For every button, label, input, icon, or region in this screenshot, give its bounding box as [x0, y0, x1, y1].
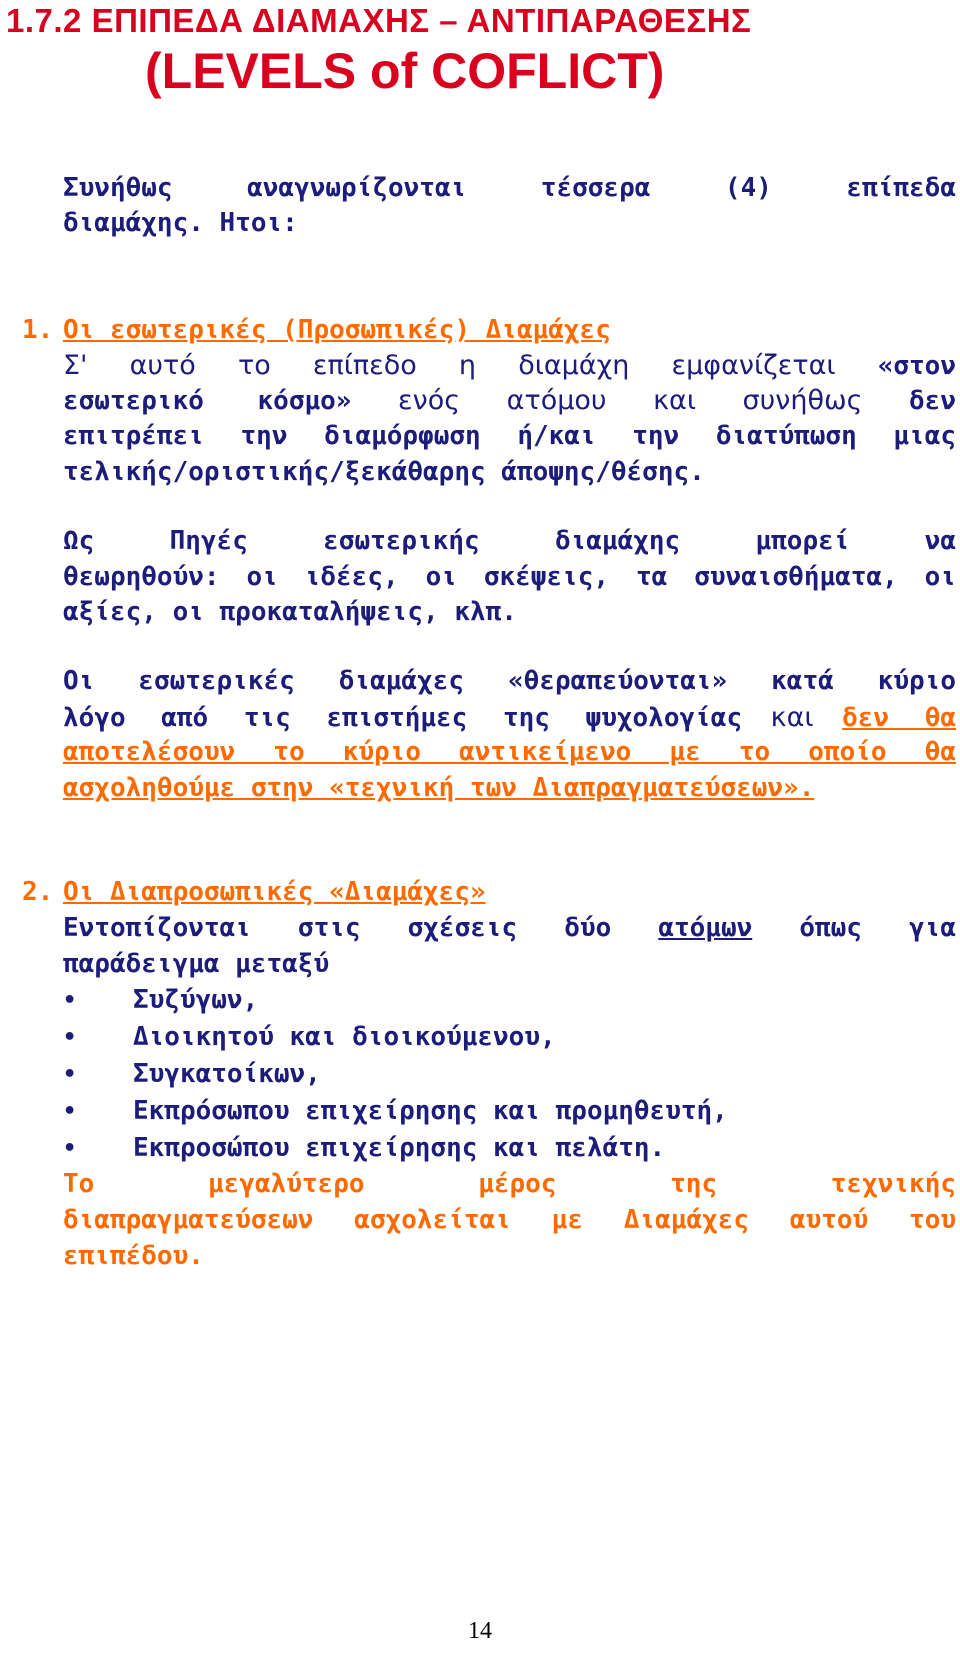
list-item	[63, 1019, 956, 1056]
list-item-text: Συζύγων,	[133, 985, 259, 1015]
section1-p3-line1: Οι εσωτερικές διαμάχες «θεραπεύονται» κατά κύριο	[63, 666, 956, 696]
bullet-icon: •	[63, 1136, 77, 1161]
section2-p1-line2: παράδειγμα μεταξύ	[63, 949, 330, 979]
section1-p3-line2-bold: λόγο από τις επιστήμες της ψυχολογίας	[63, 703, 743, 733]
list-item-text: Εκπροσώπου επιχείρησης και πελάτη.	[133, 1133, 666, 1163]
section1-p3-line4: ασχοληθούμε στην «τεχνική των Διαπραγματεύσεων».	[63, 773, 815, 803]
section2-p1-line1-text: Εντοπίζονται στις σχέσεις δύο	[63, 913, 659, 943]
section1-p1-line2-bold: εσωτερικό κόσμο»	[63, 386, 352, 416]
bullet-icon: •	[63, 1062, 77, 1087]
section1-p1-line1-text: Σ' αυτό το επίπεδο η διαμάχη εμφανίζεται	[63, 350, 878, 381]
section1-p2-line1: Ως Πηγές εσωτερικής διαμάχης μπορεί να	[63, 526, 956, 556]
page-number: 14	[468, 1618, 492, 1644]
section2-number: 2.	[22, 877, 54, 907]
section2-p2-line1: Το μεγαλύτερο μέρος της τεχνικής	[63, 1169, 956, 1199]
bullet-icon: •	[63, 1099, 77, 1124]
section1-p3-line2	[63, 699, 956, 737]
section-subheading: (LEVELS of COFLICT)	[145, 43, 665, 99]
list-item	[63, 1093, 956, 1130]
section2-p2-line2: διαπραγματεύσεων ασχολείται με Διαμάχες αυτού του	[63, 1205, 956, 1235]
intro-line-2: διαμάχης. Ητοι:	[63, 208, 298, 238]
list-item	[63, 1130, 956, 1167]
section1-number: 1.	[22, 315, 54, 345]
section1-p1-line2-bold-end: δεν	[909, 386, 956, 416]
intro-line-1: Συνήθως αναγνωρίζονται τέσσερα (4) επίπεδα	[63, 173, 956, 203]
section2-p1-line1-end: όπως για	[752, 913, 956, 943]
section1-p1-line1-bold: «στον	[877, 351, 956, 381]
list-item-text: Συγκατοίκων,	[133, 1059, 321, 1089]
section2-p1-line1	[63, 910, 956, 947]
list-item-text: Διοικητού και διοικούμενου,	[133, 1022, 556, 1052]
section1-p1-line4: τελικής/οριστικής/ξεκάθαρης άποψης/θέσης.	[63, 457, 705, 487]
bullet-icon: •	[63, 988, 77, 1013]
list-item	[63, 982, 956, 1019]
section1-p1-line2-text: ενός ατόμου και συνήθως	[351, 385, 910, 416]
section1-p1-line1	[63, 347, 956, 385]
bullet-icon: •	[63, 1025, 77, 1050]
list-item	[63, 1056, 956, 1093]
section1-p2-line3: αξίες, οι προκαταλήψεις, κλπ.	[63, 597, 517, 627]
section1-p3-line2-accent: δεν θα	[842, 703, 956, 733]
section-heading: 1.7.2 ΕΠΙΠΕΔΑ ΔΙΑΜΑΧΗΣ – ΑΝΤΙΠΑΡΑΘΕΣΗΣ	[6, 2, 752, 39]
section1-p3-line2-and: και	[742, 702, 843, 733]
list-item-text: Εκπρόσωπου επιχείρησης και προμηθευτή,	[133, 1096, 728, 1126]
section1-p3-line3: αποτελέσουν το κύριο αντικείμενο με το οποίο θα	[63, 737, 956, 767]
section2-bullet-list	[63, 982, 956, 1167]
section1-p1-line3: επιτρέπει την διαμόρφωση ή/και την διατύπωση μιας	[63, 421, 956, 451]
section2-p1-line1-underlined: ατόμων	[658, 913, 753, 943]
section1-p2-line2: θεωρηθούν: οι ιδέες, οι σκέψεις, τα συναισθήματα, οι	[63, 562, 956, 592]
section2-p2-line3: επιπέδου.	[63, 1241, 204, 1271]
section1-title: Οι εσωτερικές (Προσωπικές) Διαμάχες	[63, 315, 611, 345]
section2-title: Οι Διαπροσωπικές «Διαμάχες»	[63, 877, 486, 907]
section1-p1-line2	[63, 382, 956, 420]
